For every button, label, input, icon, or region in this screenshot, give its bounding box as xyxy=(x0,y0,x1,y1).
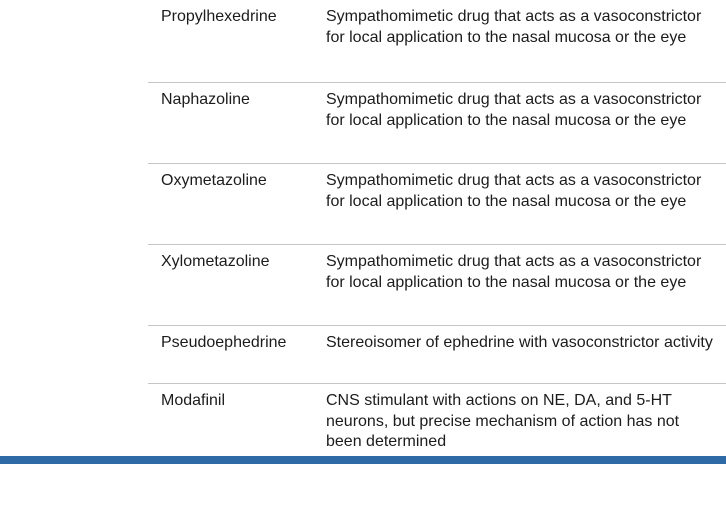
table-row xyxy=(148,0,726,83)
drug-description-cell: Sympathomimetic drug that acts as a vasoconstrictor for local application to the nasal mucosa or the eye xyxy=(326,172,702,210)
drug-name-cell: Xylometazoline xyxy=(161,253,270,270)
drug-table xyxy=(148,0,726,522)
drug-description-cell: Sympathomimetic drug that acts as a vasoconstrictor for local application to the nasal mucosa or the eye xyxy=(326,8,702,46)
table-row xyxy=(148,384,726,522)
table-row xyxy=(148,326,726,384)
drug-name-cell: Propylhexedrine xyxy=(161,8,277,25)
drug-name-cell: Pseudoephedrine xyxy=(161,334,287,351)
table-row xyxy=(148,164,726,245)
drug-description-cell: Sympathomimetic drug that acts as a vasoconstrictor for local application to the nasal mucosa or the eye xyxy=(326,253,702,291)
drug-description-cell: CNS stimulant with actions on NE, DA, and 5-HT neurons, but precise mechanism of action has not been determined xyxy=(326,392,680,450)
table-row xyxy=(148,245,726,326)
drug-description-cell: Stereoisomer of ephedrine with vasoconstrictor activity xyxy=(326,334,713,351)
drug-name-cell: Oxymetazoline xyxy=(161,172,267,189)
drug-name-cell: Modafinil xyxy=(161,392,226,409)
table-row xyxy=(148,83,726,164)
bottom-accent-bar xyxy=(0,456,726,464)
drug-name-cell: Naphazoline xyxy=(161,91,250,108)
drug-description-cell: Sympathomimetic drug that acts as a vasoconstrictor for local application to the nasal mucosa or the eye xyxy=(326,91,702,129)
